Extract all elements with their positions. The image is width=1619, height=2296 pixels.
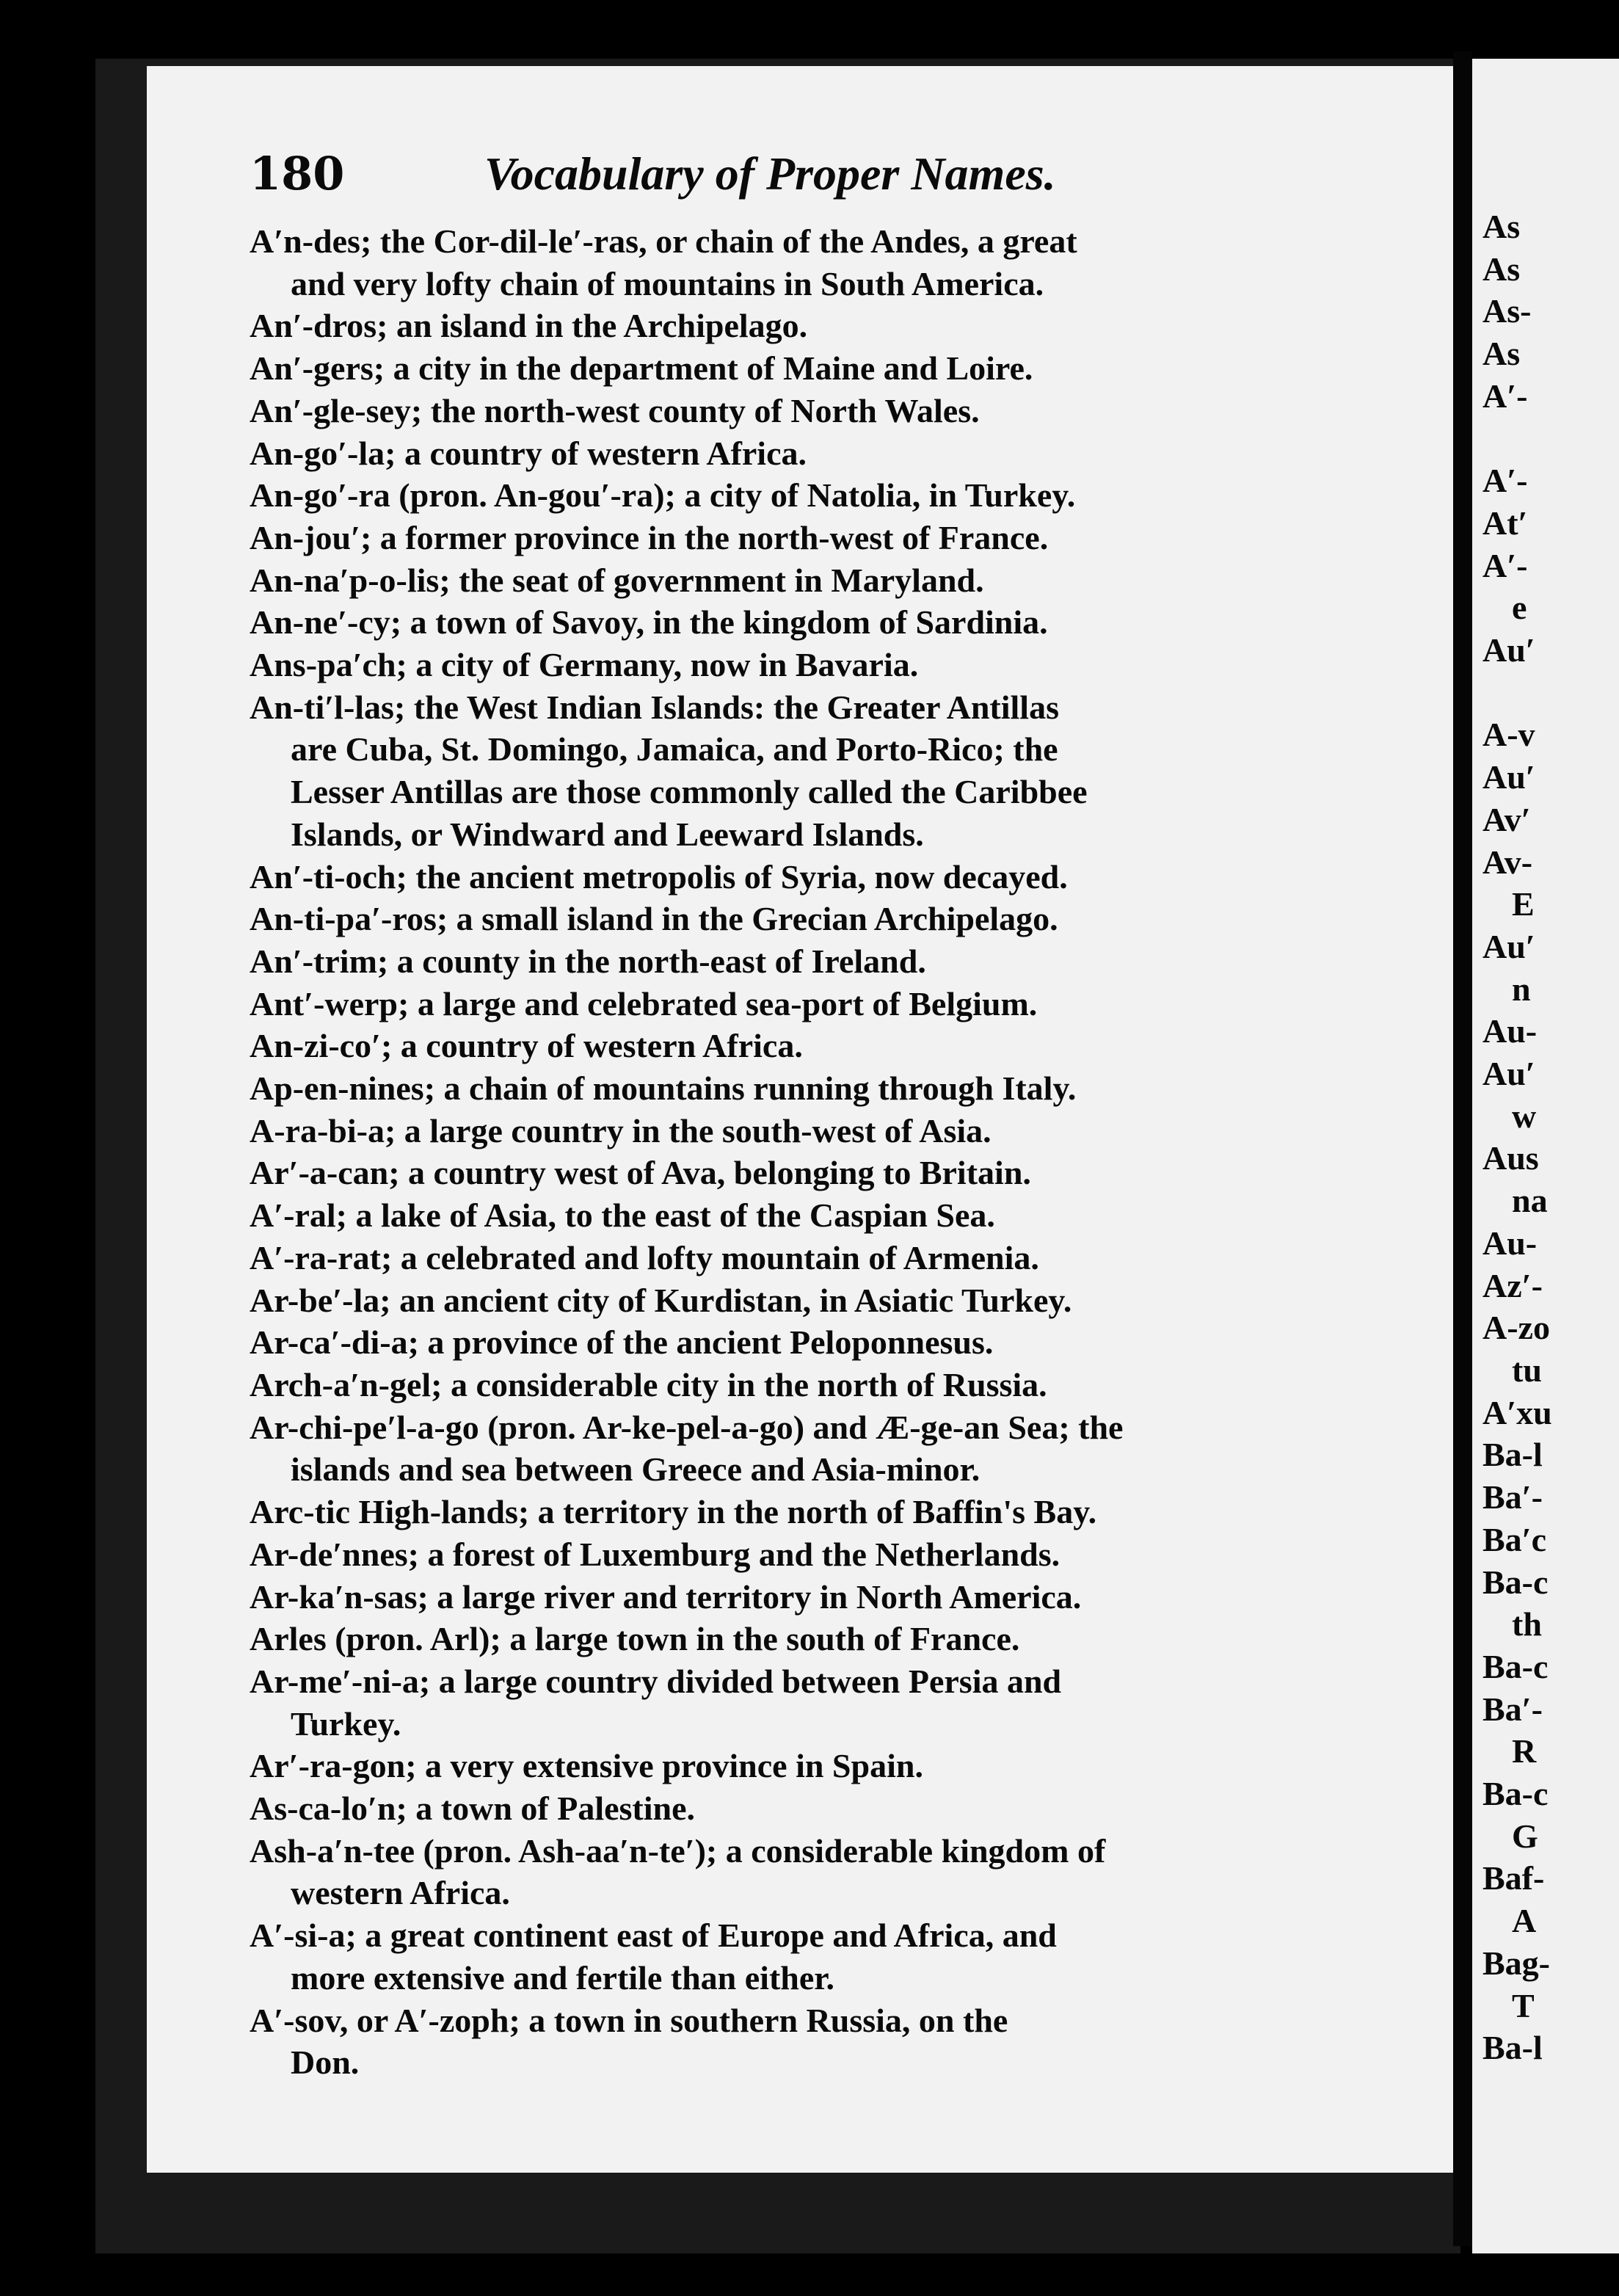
- vocabulary-entry: [250, 1110, 1424, 1152]
- entry-line: An-ne′-cy; a town of Savoy, in the kingdom of Sardinia.: [250, 603, 1048, 642]
- right-page-fragment: [1482, 672, 1552, 714]
- entry-line: Ar′-a-can; a country west of Ava, belonging to Britain.: [250, 1154, 1031, 1192]
- vocabulary-entry: [250, 1194, 1424, 1237]
- vocabulary-entry: [250, 1025, 1424, 1067]
- entry-continuation-line: Islands, or Windward and Leeward Islands.: [291, 815, 924, 853]
- vocabulary-entry: [250, 1618, 1424, 1660]
- page-header: [250, 147, 1424, 213]
- vocabulary-entry: [250, 305, 1424, 347]
- vocabulary-entry: [250, 1745, 1424, 1787]
- entry-line: Ar′-ra-gon; a very extensive province in Spain.: [250, 1747, 923, 1785]
- right-page-fragment: As: [1482, 335, 1521, 373]
- vocabulary-entry: [250, 347, 1424, 390]
- right-page-fragment: R: [1512, 1732, 1537, 1770]
- vocabulary-entry: [250, 940, 1424, 983]
- entry-continuation-line: Don.: [291, 2043, 360, 2082]
- entry-line: Ant′-werp; a large and celebrated sea-port of Belgium.: [250, 984, 1038, 1022]
- right-page-fragment: Au′: [1482, 758, 1535, 796]
- right-page-fragment: Av-: [1482, 843, 1533, 881]
- entry-line: A′n-des; the Cor-dil-le′-ras, or chain of the Andes, a great: [250, 222, 1077, 260]
- right-page-fragment: A′-: [1482, 462, 1528, 500]
- vocabulary-entry: [250, 1999, 1424, 2084]
- vocabulary-entry: [250, 220, 1424, 305]
- vocabulary-entry: [250, 1491, 1424, 1533]
- vocabulary-entry: [250, 686, 1424, 856]
- right-page-fragment: Ba-c: [1482, 1647, 1549, 1685]
- entry-line: Ar-be′-la; an ancient city of Kurdistan, in Asiatic Turkey.: [250, 1281, 1072, 1319]
- entry-line: An′-gle-sey; the north-west county of North Wales.: [250, 391, 980, 429]
- entry-line: Arch-a′n-gel; a considerable city in the north of Russia.: [250, 1365, 1047, 1403]
- right-page-fragment: Ba′-: [1482, 1690, 1543, 1728]
- entry-line: A′-sov, or A′-zoph; a town in southern Russia, on the: [250, 2001, 1008, 2039]
- running-title: Vocabulary of Proper Names.: [484, 148, 1056, 200]
- page-number: 180: [250, 147, 345, 200]
- entry-line: Ar-de′nnes; a forest of Luxemburg and the Netherlands.: [250, 1535, 1060, 1573]
- entry-continuation-line: and very lofty chain of mountains in South America.: [291, 264, 1044, 302]
- right-page-fragment: tu: [1512, 1351, 1542, 1389]
- entry-line: An-na′p-o-lis; the seat of government in Maryland.: [250, 561, 984, 599]
- vocabulary-entry: [250, 1279, 1424, 1322]
- right-page-fragment: w: [1512, 1097, 1537, 1135]
- entry-line: Ar-ca′-di-a; a province of the ancient Peloponnesus.: [250, 1323, 994, 1362]
- vocabulary-entry: [250, 1914, 1424, 1999]
- right-page-fragment: A′xu: [1482, 1393, 1552, 1431]
- vocabulary-entry: [250, 474, 1424, 517]
- right-page-edge: [1472, 59, 1619, 2253]
- right-page-fragment: As: [1482, 208, 1521, 245]
- vocabulary-entry: [250, 517, 1424, 559]
- entry-line: An-zi-co′; a country of western Africa.: [250, 1027, 803, 1065]
- vocabulary-entries: [250, 220, 1424, 2084]
- vocabulary-entry: [250, 1237, 1424, 1279]
- entry-continuation-line: Lesser Antillas are those commonly called the Caribbee: [291, 773, 1088, 811]
- right-page-fragment: Au′: [1482, 631, 1535, 669]
- right-page-fragment: Bag-: [1482, 1944, 1550, 1982]
- right-page-fragment: T: [1512, 1986, 1535, 2024]
- vocabulary-entry: [250, 601, 1424, 644]
- vocabulary-entry: [250, 1067, 1424, 1110]
- entry-line: As-ca-lo′n; a town of Palestine.: [250, 1790, 696, 1828]
- right-page-fragment: Az′-: [1482, 1266, 1543, 1304]
- entry-continuation-line: western Africa.: [291, 1874, 510, 1912]
- right-page-fragment: [1482, 418, 1552, 460]
- entry-line: Ash-a′n-tee (pron. Ash-aa′n-te′); a considerable kingdom of: [250, 1831, 1106, 1870]
- book-gutter: [1453, 51, 1472, 2246]
- right-page-fragment: A-v: [1482, 716, 1535, 754]
- right-page-fragment: th: [1512, 1605, 1542, 1643]
- right-page-fragment: Ba-l: [1482, 1436, 1543, 1474]
- right-page-fragment: Au′: [1482, 927, 1535, 965]
- vocabulary-entry: [250, 559, 1424, 602]
- vocabulary-entry: [250, 1364, 1424, 1406]
- entry-line: Ap-en-nines; a chain of mountains running through Italy.: [250, 1069, 1077, 1108]
- entry-line: Ar-me′-ni-a; a large country divided between Persia and: [250, 1662, 1062, 1700]
- vocabulary-entry: [250, 856, 1424, 898]
- entry-line: An-go′-ra (pron. An-gou′-ra); a city of Natolia, in Turkey.: [250, 476, 1076, 515]
- right-page-fragment: A: [1512, 1902, 1537, 1940]
- right-page-fragment: Ba-l: [1482, 2029, 1543, 2067]
- entry-line: An-ti′l-las; the West Indian Islands: the Greater Antillas: [250, 688, 1059, 726]
- right-page-fragment: Baf-: [1482, 1859, 1545, 1897]
- entry-line: An′-trim; a county in the north-east of Ireland.: [250, 942, 926, 980]
- vocabulary-entry: [250, 390, 1424, 432]
- vocabulary-entry: [250, 1660, 1424, 1745]
- right-page-fragment: Ba-c: [1482, 1563, 1549, 1601]
- entry-line: A′-ral; a lake of Asia, to the east of the Caspian Sea.: [250, 1196, 995, 1235]
- entry-continuation-line: more extensive and fertile than either.: [291, 1958, 834, 1997]
- entry-line: Ar-ka′n-sas; a large river and territory in North America.: [250, 1577, 1082, 1616]
- right-page-fragment: As-: [1482, 292, 1532, 330]
- entry-line: Arles (pron. Arl); a large town in the south of France.: [250, 1620, 1020, 1658]
- entry-line: Ans-pa′ch; a city of Germany, now in Bavaria.: [250, 646, 919, 684]
- entry-line: A′-si-a; a great continent east of Europe and Africa, and: [250, 1917, 1057, 1955]
- right-page-fragment: E: [1512, 885, 1535, 923]
- right-page-fragment: n: [1512, 970, 1531, 1008]
- right-page-fragment: e: [1512, 589, 1527, 627]
- entry-continuation-line: Turkey.: [291, 1704, 401, 1743]
- vocabulary-entry: [250, 1533, 1424, 1576]
- right-page-fragment: At′: [1482, 504, 1528, 542]
- vocabulary-entry: [250, 898, 1424, 940]
- entry-continuation-line: islands and sea between Greece and Asia-minor.: [291, 1450, 981, 1489]
- entry-line: An-jou′; a former province in the north-west of France.: [250, 518, 1049, 556]
- right-page-fragment: Au-: [1482, 1012, 1538, 1050]
- vocabulary-entry: [250, 1787, 1424, 1830]
- entry-line: An′-dros; an island in the Archipelago.: [250, 307, 808, 345]
- right-page-fragment: Ba-c: [1482, 1775, 1549, 1813]
- right-page-fragment: A′-: [1482, 377, 1528, 415]
- vocabulary-entry: [250, 983, 1424, 1025]
- right-page-fragment: Ba′c: [1482, 1520, 1547, 1558]
- entry-line: A′-ra-rat; a celebrated and lofty mountain of Armenia.: [250, 1238, 1039, 1276]
- vocabulary-entry: [250, 1830, 1424, 1914]
- right-page-fragment: A-zo: [1482, 1309, 1550, 1347]
- vocabulary-entry: [250, 1152, 1424, 1194]
- entry-continuation-line: are Cuba, St. Domingo, Jamaica, and Porto-Rico; the: [291, 730, 1058, 769]
- entry-line: A-ra-bi-a; a large country in the south-west of Asia.: [250, 1111, 992, 1149]
- right-page-fragment: Au′: [1482, 1055, 1535, 1093]
- left-page: [147, 66, 1453, 2173]
- vocabulary-entry: [250, 1321, 1424, 1364]
- vocabulary-entry: [250, 1406, 1424, 1491]
- right-page-fragment: As: [1482, 250, 1521, 288]
- entry-line: Arc-tic High-lands; a territory in the north of Baffin's Bay.: [250, 1493, 1097, 1531]
- entry-line: An-go′-la; a country of western Africa.: [250, 434, 807, 472]
- entry-line: An′-ti-och; the ancient metropolis of Syria, now decayed.: [250, 857, 1068, 895]
- right-page-fragments: [1482, 206, 1552, 2069]
- entry-line: An′-gers; a city in the department of Maine and Loire.: [250, 349, 1033, 388]
- right-page-fragment: Av′: [1482, 800, 1531, 838]
- vocabulary-entry: [250, 644, 1424, 686]
- vocabulary-entry: [250, 1576, 1424, 1619]
- right-page-fragment: Au-: [1482, 1224, 1538, 1262]
- entry-line: Ar-chi-pe′l-a-go (pron. Ar-ke-pel-a-go) and Æ-ge-an Sea; the: [250, 1408, 1124, 1446]
- right-page-fragment: Ba′-: [1482, 1478, 1543, 1516]
- right-page-fragment: G: [1512, 1817, 1538, 1855]
- right-page-fragment: A′-: [1482, 546, 1528, 584]
- entry-line: An-ti-pa′-ros; a small island in the Grecian Archipelago.: [250, 900, 1058, 938]
- vocabulary-entry: [250, 432, 1424, 475]
- right-page-fragment: Aus: [1482, 1139, 1539, 1177]
- right-page-fragment: na: [1512, 1182, 1548, 1220]
